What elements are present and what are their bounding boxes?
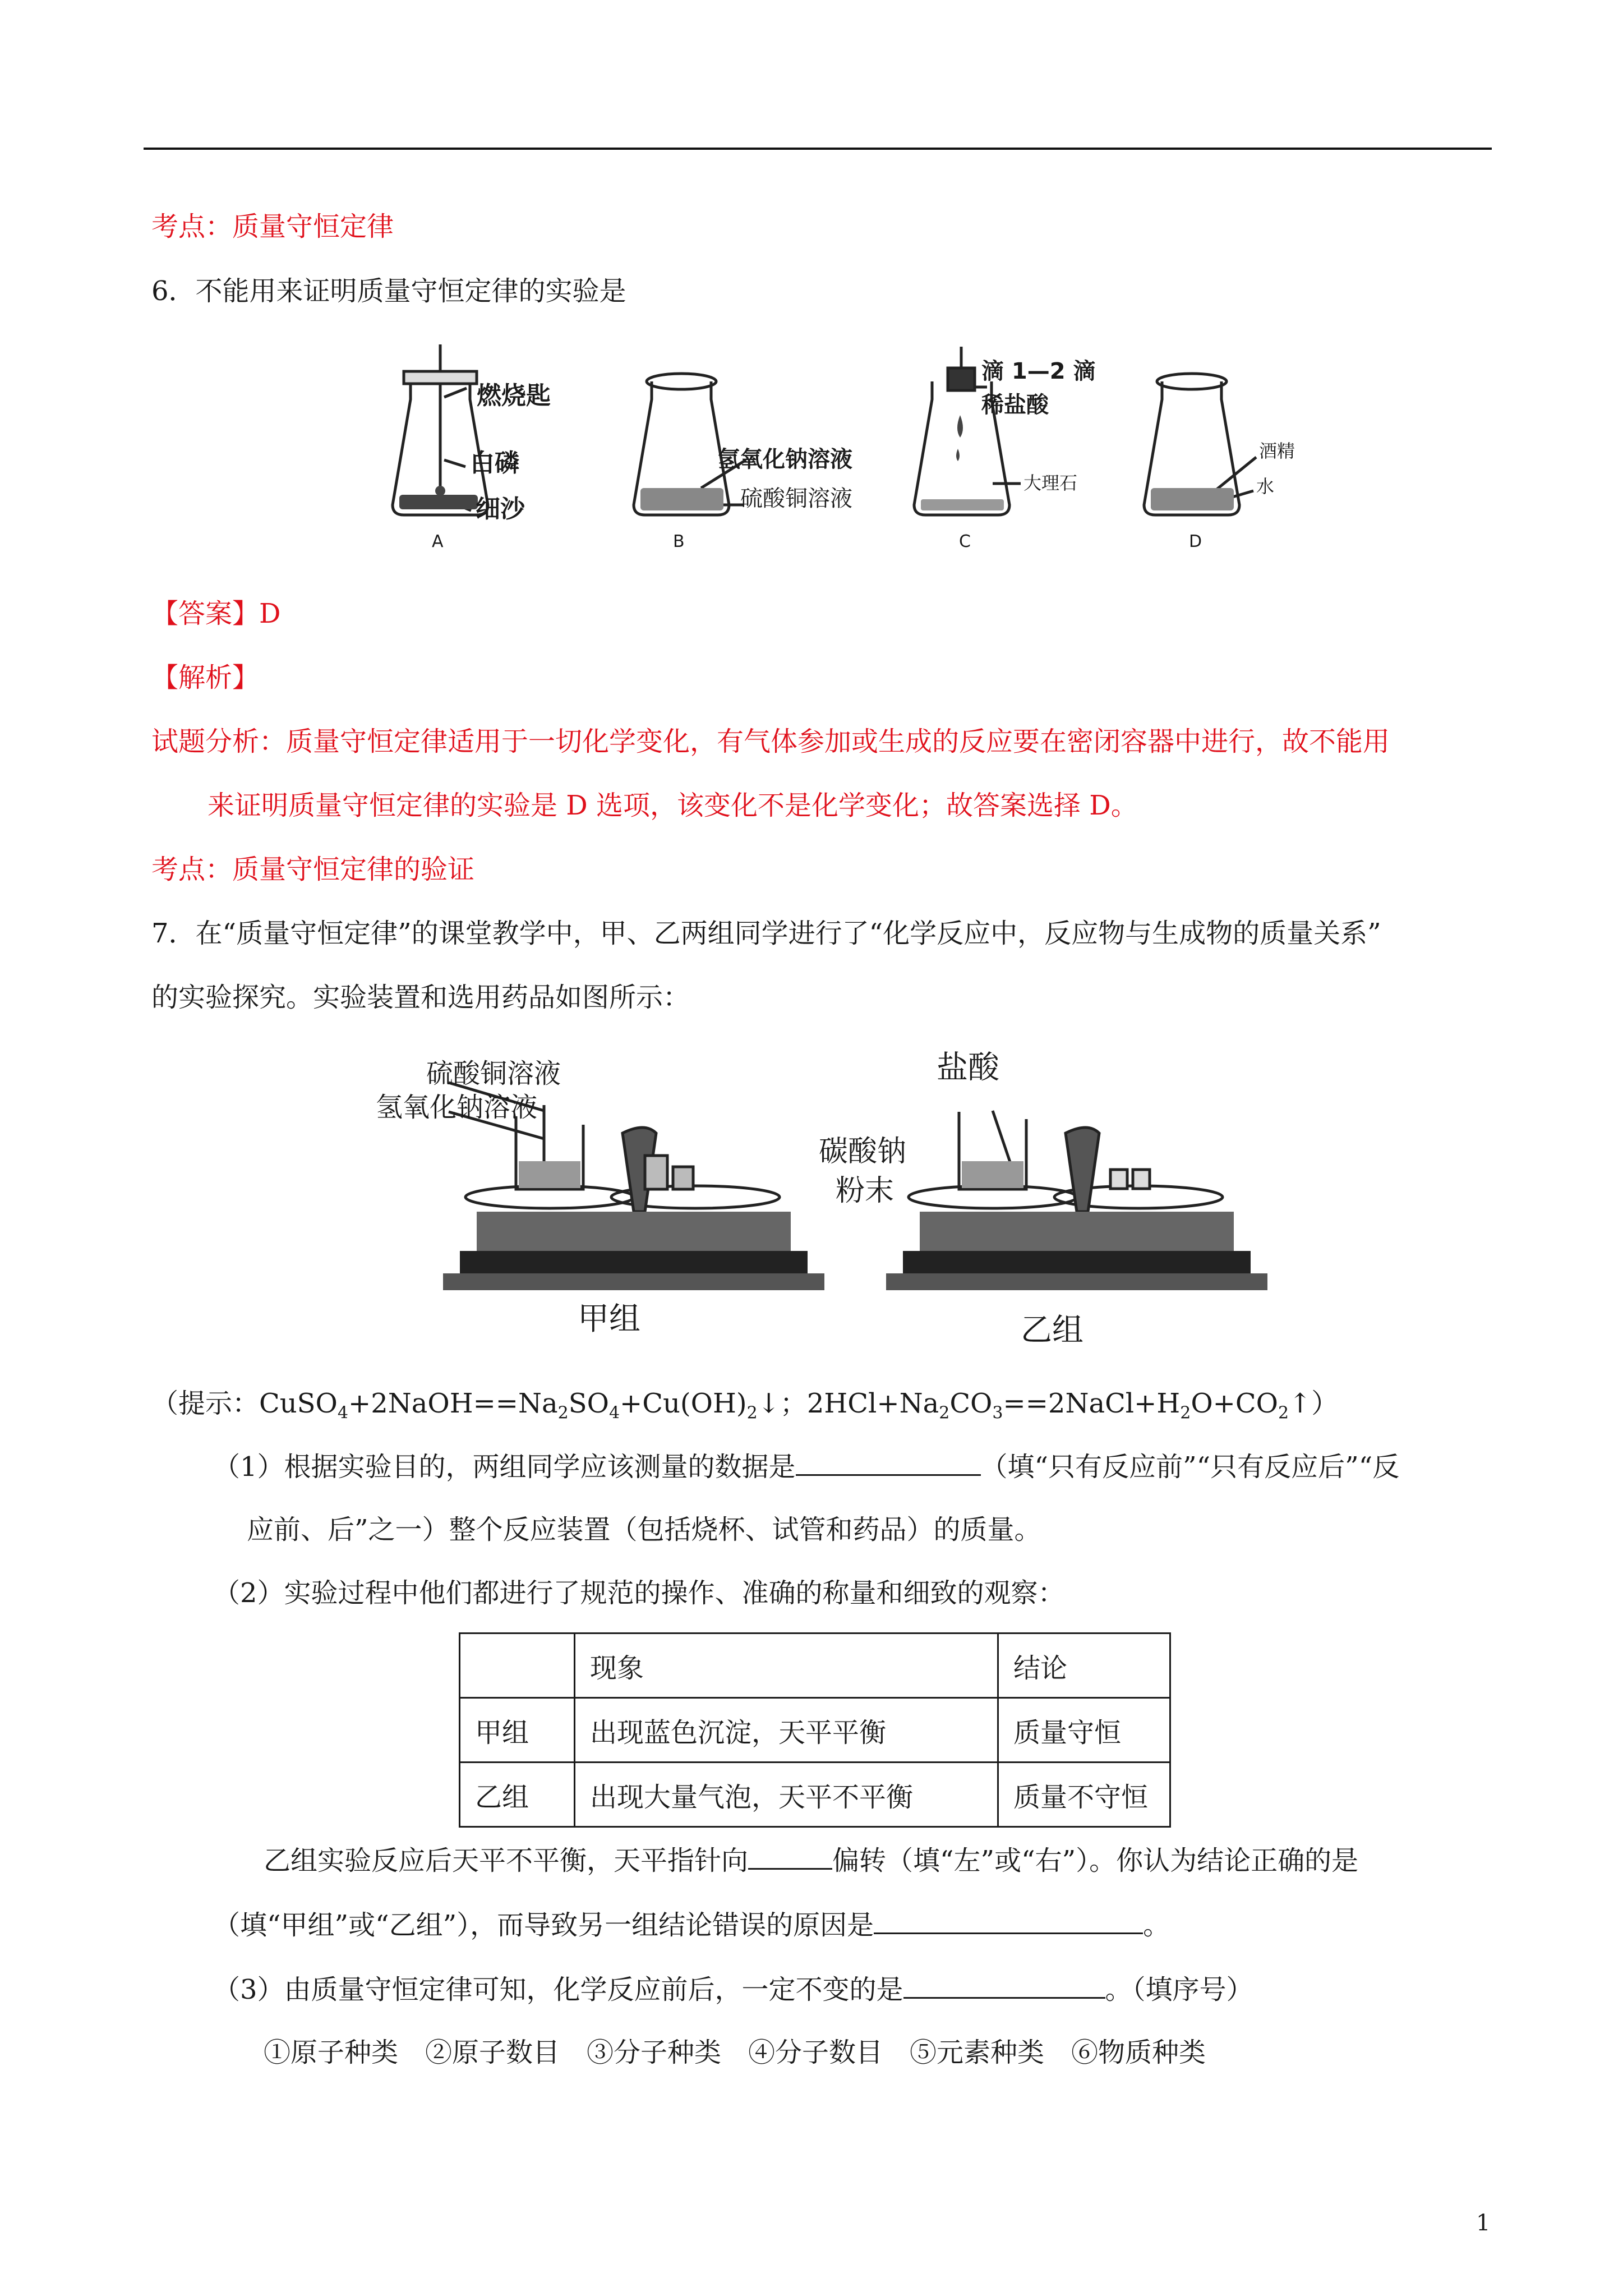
label-a-phosphorus: 白磷 (470, 449, 519, 477)
label-powder: 粉末 (836, 1174, 895, 1208)
table-row (460, 1698, 1170, 1763)
label-cuso4: 硫酸铜溶液 (426, 1058, 561, 1089)
jiexi-label: 【解析】 (151, 662, 260, 693)
label-c-drops: 滴 1—2 滴 (981, 358, 1096, 384)
table-cell: 乙组 (460, 1763, 575, 1827)
part-1-line-2: 应前、后”之一）整个反应装置（包括烧杯、试管和药品）的质量。 (247, 1514, 1041, 1545)
table-cell: 质量守恒 (998, 1698, 1170, 1763)
label-c-marble: 大理石 (1023, 472, 1078, 494)
letter-c: C (959, 532, 971, 551)
letter-a: A (432, 532, 444, 551)
hint-equations: （提示：$CuSO_4+2NaOH==Na_2SO_4+Cu(OH)_2↓$；$2HCl+Na_2CO_3==2NaCl+H_2O+CO_2↑$） (151, 1388, 1339, 1423)
answer: 【答案】D (151, 598, 281, 629)
table-row (460, 1763, 1170, 1827)
kaodian-label: 考点：质量守恒定律 (151, 211, 394, 242)
part-2-intro: （2）实验过程中他们都进行了规范的操作、准确的称量和细致的观察： (213, 1577, 1065, 1609)
label-c-hcl: 稀盐酸 (981, 392, 1049, 418)
label-a-sand: 细沙 (476, 495, 525, 523)
table-cell: 甲组 (460, 1698, 575, 1763)
table-cell: 质量不守恒 (998, 1763, 1170, 1827)
header-rule (144, 148, 1492, 150)
part-2-line-2: （填“甲组”或“乙组”），而导致另一组结论错误的原因是 。 (213, 1906, 1170, 1943)
label-na2co3: 碳酸钠 (819, 1135, 907, 1168)
q7-figure (376, 1049, 1251, 1352)
label-naoh: 氢氧化钠溶液 (376, 1092, 538, 1123)
analysis-line-1: 试题分析：质量守恒定律适用于一切化学变化，有气体参加或生成的反应要在密闭容器中进行，故不能用 (151, 726, 1390, 757)
part-2-line-1: 乙组实验反应后天平不平衡，天平指针向 偏转（填“左”或“右”）。你认为结论正确的是 (264, 1841, 1358, 1879)
label-b-cuso4: 硫酸铜溶液 (740, 486, 852, 512)
label-a-spoon: 燃烧匙 (477, 381, 551, 410)
analysis-line-2: 来证明质量守恒定律的实验是 D 选项，该变化不是化学变化；故答案选择 D。 (208, 790, 1138, 821)
label-d-water: 水 (1256, 476, 1275, 497)
table-cell: 出现大量气泡，天平不平衡 (575, 1763, 998, 1827)
part-1-line-1: （1）根据实验目的，两组同学应该测量的数据是 （填“只有反应前”“只有反应后”“反 (213, 1447, 1399, 1485)
label-hcl: 盐酸 (937, 1050, 999, 1086)
table-row (460, 1634, 1170, 1698)
caption-yi: 乙组 (1021, 1312, 1083, 1349)
table-header-phenomenon: 现象 (575, 1634, 998, 1698)
part-3-line: （3）由质量守恒定律可知，化学反应前后，一定不变的是 。（填序号） (213, 1970, 1253, 2008)
table-cell (460, 1634, 575, 1698)
page-number: 1 (1476, 2210, 1491, 2236)
part-3-options: ①原子种类 ②原子数目 ③分子种类 ④分子数目 ⑤元素种类 ⑥物质种类 (264, 2037, 1206, 2068)
answer-blank-4[interactable] (903, 1970, 1105, 1999)
letter-d: D (1189, 532, 1202, 551)
table-cell: 出现蓝色沉淀，天平平衡 (575, 1698, 998, 1763)
results-table (459, 1632, 1171, 1828)
caption-jia: 甲组 (578, 1301, 640, 1337)
answer-blank-2[interactable] (748, 1841, 832, 1870)
question-6-stem: 6．不能用来证明质量守恒定律的实验是 (151, 275, 626, 307)
q6-figure (381, 337, 1295, 561)
label-d-alcohol: 酒精 (1259, 440, 1295, 462)
answer-blank-3[interactable] (874, 1906, 1143, 1934)
letter-b: B (673, 532, 685, 551)
answer-blank-1[interactable] (796, 1447, 981, 1476)
question-7-stem-1: 7．在“质量守恒定律”的课堂教学中，甲、乙两组同学进行了“化学反应中，反应物与生成物的质量关系” (151, 918, 1381, 949)
kaodian-verify: 考点：质量守恒定律的验证 (151, 854, 475, 885)
label-b-naoh: 氢氧化钠溶液 (718, 447, 852, 472)
question-7-stem-2: 的实验探究。实验装置和选用药品如图所示： (151, 982, 690, 1013)
table-header-conclusion: 结论 (998, 1634, 1170, 1698)
